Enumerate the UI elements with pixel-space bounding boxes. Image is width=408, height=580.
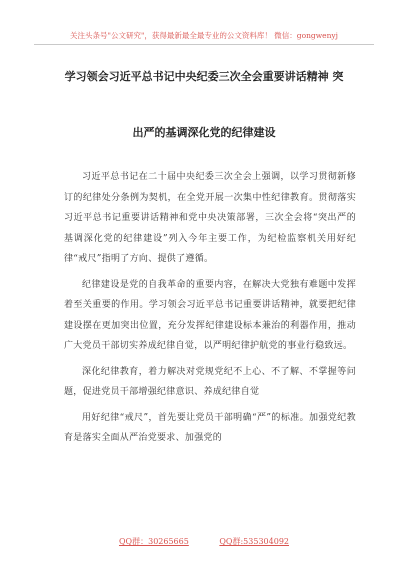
paragraph: 习近平总书记在二十届中央纪委三次全会上强调，以学习贯彻新修订的纪律处分条例为契机，在全党开展一次集中性纪律教育。贯彻落实习近平总书记重要讲话精神和党中央决策部署，三次全会将“突出严的基调深化党的纪律建设”列入今年主要工作，为纪检监察机关用好纪律“戒尺”指明了方向、提供了遵循。 xyxy=(64,172,356,264)
paragraph: 用好纪律“戒尺”，首先要让党员干部明确“严”的标准。加强党纪教育是落实全面从严治党要求、加强党的 xyxy=(64,412,356,443)
document-title-line-1: 学习领会习近平总书记中央纪委三次全会重要讲话精神 突 xyxy=(64,70,344,83)
paragraph: 深化纪律教育，着力解决对党规党纪不上心、不了解、不掌握等问题，促进党员干部增强纪律意识、养成纪律自觉 xyxy=(64,366,356,397)
paragraph: 纪律建设是党的自我革命的重要内容，在解决大党独有难题中发挥着至关重要的作用。学习领会习近平总书记重要讲话精神，就要把纪律建设摆在更加突出位置，充分发挥纪律建设标本兼治的利器作用，推动广大党员干部切实养成纪律自觉，以严明纪律护航党的事业行稳致远。 xyxy=(64,279,356,351)
header-note: 关注头条号"公文研究"，获得最新最全最专业的公文资料库！ 微信：gongwenyj xyxy=(70,31,338,40)
footer-qq-group-2[interactable]: QQ群:535304092 xyxy=(219,537,289,546)
header-divider xyxy=(34,44,374,45)
footer xyxy=(0,536,408,547)
footer-qq-group-1[interactable]: QQ群：30265665 xyxy=(118,537,189,546)
document-title-line-2: 出严的基调深化党的纪律建设 xyxy=(132,126,276,139)
document-body xyxy=(64,167,356,454)
